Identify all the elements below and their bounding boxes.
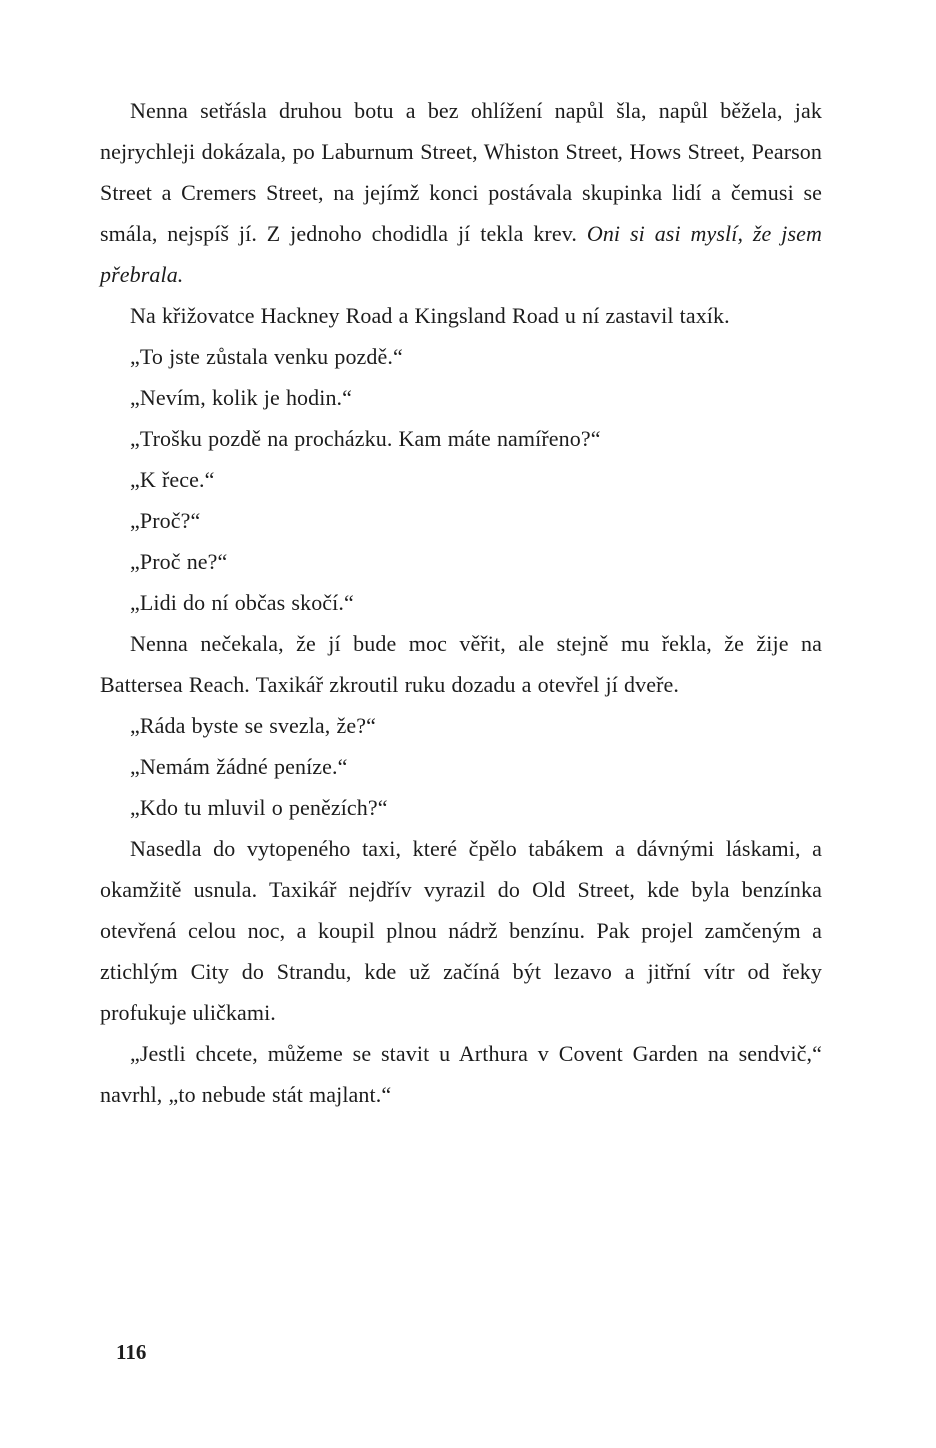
paragraph [100,828,822,1033]
text-segment: „Jestli chcete, můžeme se stavit u Arthura v Covent Garden na sendvič,“ navrhl, „to nebude stát majlant.“ [100,1041,822,1107]
paragraph [100,90,822,295]
italic-text-segment: Oni si asi myslí, že jsem přebrala. [100,221,822,287]
paragraph [100,705,822,746]
text-segment: „Nevím, kolik je hodin.“ [130,385,353,410]
text-segment: „Proč ne?“ [130,549,228,574]
paragraph [100,1033,822,1115]
paragraph [100,623,822,705]
paragraph [100,541,822,582]
text-segment: „To jste zůstala venku pozdě.“ [130,344,403,369]
text-segment: Nasedla do vytopeného taxi, které čpělo tabákem a dávnými láskami, a okamžitě usnula. Taxikář nejdřív vyrazil do Old Street, kde byla benzínka otevřená celou noc, a koupil plnou nádrž benzínu. Pak projel zamčeným a ztichlým City do Strandu, kde už začíná být lezavo a jitřní vítr od řeky profukuje uličkami. [100,836,822,1025]
paragraph [100,418,822,459]
text-segment: Nenna nečekala, že jí bude moc věřit, ale stejně mu řekla, že žije na Battersea Reach. Taxikář zkroutil ruku dozadu a otevřel jí dveře. [100,631,822,697]
text-segment: „Nemám žádné peníze.“ [130,754,348,779]
text-segment: Na křižovatce Hackney Road a Kingsland Road u ní zastavil taxík. [130,303,730,328]
paragraph [100,459,822,500]
text-segment: „Trošku pozdě na procházku. Kam máte namířeno?“ [130,426,601,451]
page-number: 116 [116,1340,147,1364]
paragraph [100,500,822,541]
text-segment: „Kdo tu mluvil o penězích?“ [130,795,388,820]
text-segment: „Lidi do ní občas skočí.“ [130,590,354,615]
text-segment: „K řece.“ [130,467,215,492]
paragraph [100,295,822,336]
paragraph [100,336,822,377]
paragraph [100,582,822,623]
text-segment: „Proč?“ [130,508,201,533]
paragraph [100,377,822,418]
text-segment: „Ráda byste se svezla, že?“ [130,713,376,738]
text-block [100,90,822,1115]
text-segment: Nenna setřásla druhou botu a bez ohlížení napůl šla, napůl běžela, jak nejrychleji dokázala, po Laburnum Street, Whiston Street, Hows Street, Pearson Street a Cremers Street, na jejímž konci postávala skupinka lidí a čemusi se smála, nejspíš jí. Z jednoho chodidla jí tekla krev. [100,98,822,246]
paragraph [100,746,822,787]
paragraph [100,787,822,828]
